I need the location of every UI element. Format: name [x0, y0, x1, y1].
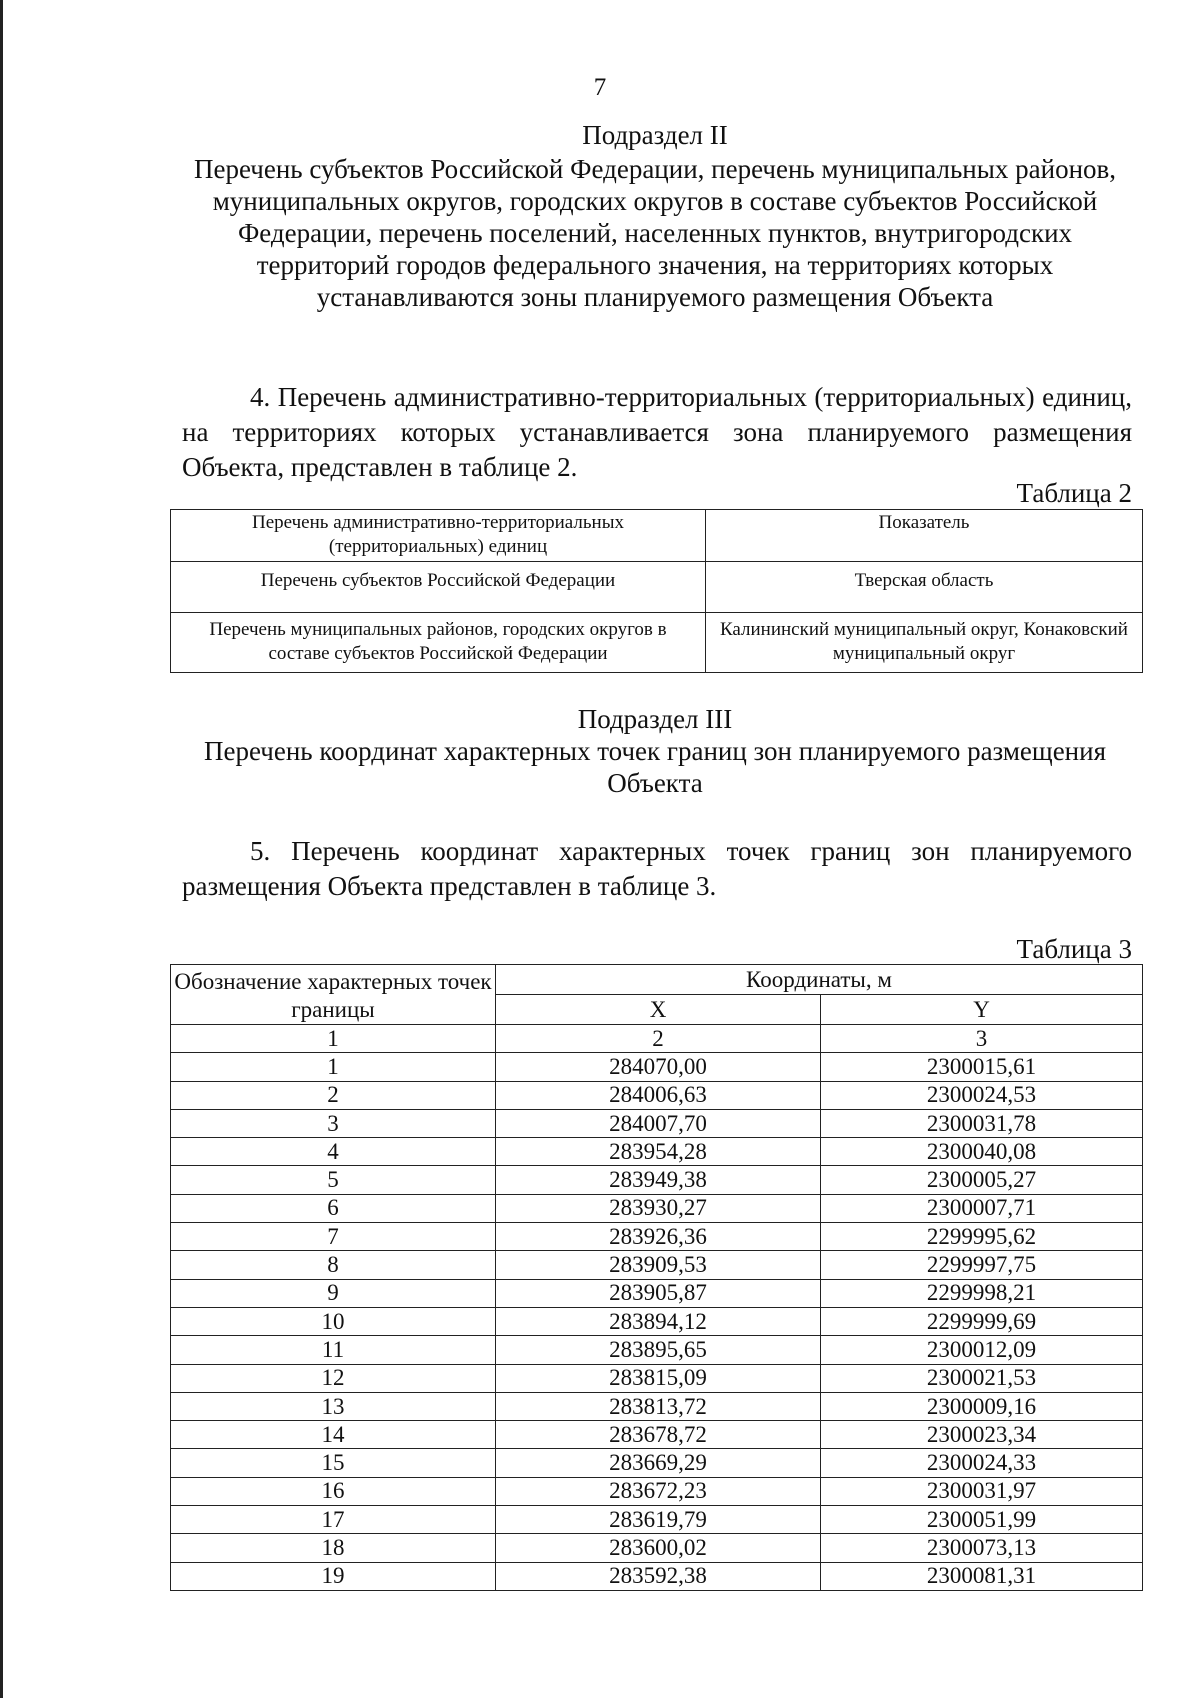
table-3-column-number: 3 [821, 1025, 1143, 1053]
table-3-row [171, 1166, 1143, 1194]
table-2-row-value: Калининский муниципальный округ, Конаковский муниципальный округ [706, 613, 1143, 673]
paragraph-5: 5. Перечень координат характерных точек границ зон планируемого размещения Объекта представлен в таблице 3. [182, 836, 1132, 901]
table-3-row [171, 1109, 1143, 1137]
table-3-cell-y: 2300009,16 [821, 1392, 1143, 1420]
table-3-cell-point: 6 [171, 1194, 496, 1222]
table-3-cell-point: 1 [171, 1053, 496, 1081]
table-3-cell-x: 283592,38 [496, 1562, 821, 1590]
table-3-cell-y: 2299995,62 [821, 1223, 1143, 1251]
table-3-cell-y: 2300024,53 [821, 1081, 1143, 1109]
table-3-cell-x: 283813,72 [496, 1392, 821, 1420]
table-3-cell-point: 15 [171, 1449, 496, 1477]
table-2 [170, 509, 1143, 673]
table-2-header-row [171, 510, 1143, 562]
table-3-row [171, 1053, 1143, 1081]
table-3-row [171, 1223, 1143, 1251]
table-3-row [171, 1449, 1143, 1477]
table-3-cell-x: 283905,87 [496, 1279, 821, 1307]
table-3-header-y: Y [821, 995, 1143, 1025]
table-3-header-point-designation: Обозначение характерных точек границы [171, 965, 496, 1025]
subsection-2-heading: Перечень субъектов Российской Федерации, перечень муниципальных районов, муниципальных округов, городских округов в составе субъектов Российской Федерации, перечень поселений, населенных пунктов, внутригородских территорий городов федерального значения, на территориях которых устанавливаются зоны планируемого размещения Объекта [193, 154, 1117, 312]
table-3-cell-x: 283895,65 [496, 1336, 821, 1364]
table-3-cell-y: 2300051,99 [821, 1506, 1143, 1534]
table-2-header-col2: Показатель [706, 510, 1143, 562]
table-3-cell-point: 11 [171, 1336, 496, 1364]
table-3-row [171, 1081, 1143, 1109]
table-2-row-value: Тверская область [706, 562, 1143, 613]
table-3-cell-point: 2 [171, 1081, 496, 1109]
table-2-row-label: Перечень муниципальных районов, городских округов в составе субъектов Российской Федерации [171, 613, 706, 673]
table-3-cell-x: 283930,27 [496, 1194, 821, 1222]
table-3-cell-y: 2300073,13 [821, 1534, 1143, 1562]
table-3-cell-point: 17 [171, 1506, 496, 1534]
table-3-header-row [171, 965, 1143, 995]
table-3-row [171, 1194, 1143, 1222]
table-3-cell-point: 10 [171, 1307, 496, 1335]
table-3-cell-x: 283619,79 [496, 1506, 821, 1534]
table-3-cell-x: 284007,70 [496, 1109, 821, 1137]
table-3-cell-x: 283669,29 [496, 1449, 821, 1477]
table-3-cell-point: 13 [171, 1392, 496, 1420]
table-3-cell-y: 2300081,31 [821, 1562, 1143, 1590]
table-2-caption: Таблица 2 [1016, 478, 1132, 508]
table-3-row [171, 1138, 1143, 1166]
table-2-row [171, 562, 1143, 613]
table-3-cell-point: 4 [171, 1138, 496, 1166]
table-2-row-label: Перечень субъектов Российской Федерации [171, 562, 706, 613]
table-3-cell-x: 283909,53 [496, 1251, 821, 1279]
table-3-header-x: X [496, 995, 821, 1025]
table-3-body [171, 1053, 1143, 1591]
table-3-cell-x: 283926,36 [496, 1223, 821, 1251]
table-3-cell-y: 2300007,71 [821, 1194, 1143, 1222]
table-3-column-number: 2 [496, 1025, 821, 1053]
subsection-3-title: Подраздел III [577, 704, 733, 734]
table-3-cell-point: 18 [171, 1534, 496, 1562]
table-3-cell-point: 16 [171, 1477, 496, 1505]
table-3-cell-x: 284070,00 [496, 1053, 821, 1081]
table-3-row [171, 1392, 1143, 1420]
table-3-cell-y: 2300023,34 [821, 1421, 1143, 1449]
table-3-cell-y: 2300021,53 [821, 1364, 1143, 1392]
table-3-header-coordinates: Координаты, м [496, 965, 1143, 995]
table-3-row [171, 1251, 1143, 1279]
table-2-header-col1: Перечень административно-территориальных (территориальных) единиц [171, 510, 706, 562]
table-3-row [171, 1562, 1143, 1590]
table-3-cell-x: 283600,02 [496, 1534, 821, 1562]
table-3 [170, 964, 1143, 1591]
table-3-cell-point: 3 [171, 1109, 496, 1137]
subsection-3-heading: Перечень координат характерных точек границ зон планируемого размещения Объекта [203, 736, 1106, 798]
table-3-cell-point: 12 [171, 1364, 496, 1392]
table-3-cell-y: 2299998,21 [821, 1279, 1143, 1307]
paragraph-4: 4. Перечень административно-территориальных (территориальных) единиц, на территориях которых устанавливается зона планируемого размещения Объекта, представлен в таблице 2. [182, 382, 1132, 482]
table-3-row [171, 1364, 1143, 1392]
table-3-cell-x: 284006,63 [496, 1081, 821, 1109]
table-3-cell-x: 283954,28 [496, 1138, 821, 1166]
table-3-row [171, 1336, 1143, 1364]
table-3-cell-point: 5 [171, 1166, 496, 1194]
table-3-cell-point: 7 [171, 1223, 496, 1251]
page-edge-border [0, 0, 3, 1698]
table-3-cell-x: 283894,12 [496, 1307, 821, 1335]
table-3-cell-point: 19 [171, 1562, 496, 1590]
table-2-row [171, 613, 1143, 673]
table-3-cell-y: 2299997,75 [821, 1251, 1143, 1279]
table-3-cell-x: 283678,72 [496, 1421, 821, 1449]
table-3-column-numbers-row [171, 1025, 1143, 1053]
table-3-cell-point: 14 [171, 1421, 496, 1449]
table-3-cell-y: 2300024,33 [821, 1449, 1143, 1477]
table-3-cell-y: 2300040,08 [821, 1138, 1143, 1166]
table-3-cell-x: 283815,09 [496, 1364, 821, 1392]
table-3-cell-y: 2299999,69 [821, 1307, 1143, 1335]
table-3-row [171, 1307, 1143, 1335]
table-3-caption: Таблица 3 [1016, 934, 1132, 964]
table-3-row [171, 1279, 1143, 1307]
table-3-cell-y: 2300015,61 [821, 1053, 1143, 1081]
table-3-row [171, 1506, 1143, 1534]
page-number: 7 [593, 74, 607, 101]
table-3-cell-x: 283949,38 [496, 1166, 821, 1194]
table-3-cell-x: 283672,23 [496, 1477, 821, 1505]
table-3-cell-y: 2300005,27 [821, 1166, 1143, 1194]
table-3-row [171, 1534, 1143, 1562]
table-3-cell-point: 8 [171, 1251, 496, 1279]
table-3-cell-y: 2300012,09 [821, 1336, 1143, 1364]
table-3-column-number: 1 [171, 1025, 496, 1053]
table-3-cell-point: 9 [171, 1279, 496, 1307]
subsection-2-title: Подраздел II [582, 120, 728, 150]
table-3-cell-y: 2300031,97 [821, 1477, 1143, 1505]
table-3-row [171, 1421, 1143, 1449]
table-3-cell-y: 2300031,78 [821, 1109, 1143, 1137]
table-3-row [171, 1477, 1143, 1505]
